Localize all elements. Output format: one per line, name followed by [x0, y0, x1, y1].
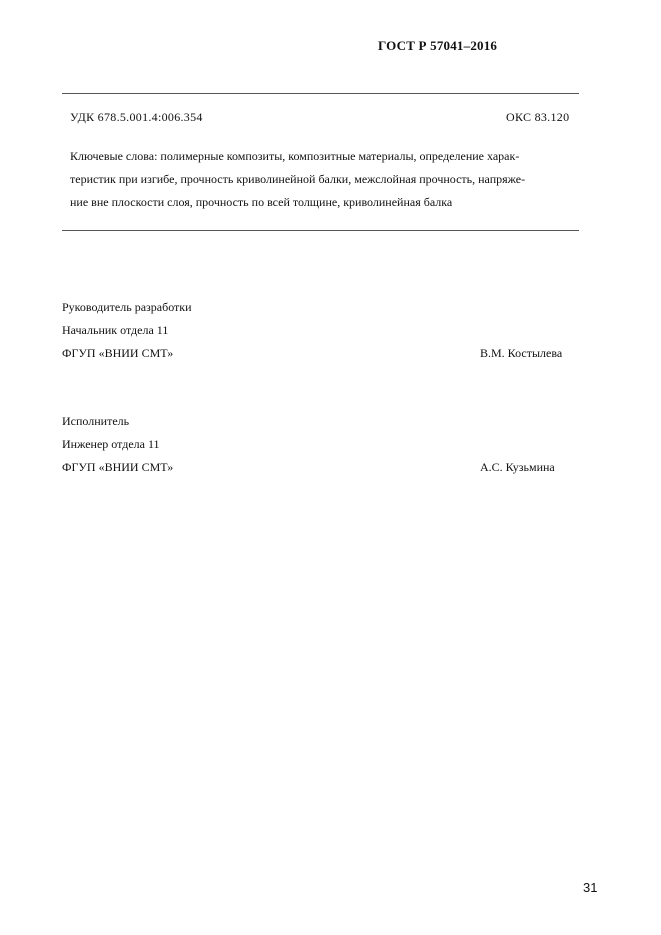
bottom-divider: [62, 230, 579, 231]
keywords-line: Ключевые слова: полимерные композиты, композитные материалы, определение харак-: [70, 149, 520, 163]
signature-block-executor: [62, 410, 173, 479]
keywords-line: ние вне плоскости слоя, прочность по всей толщине, криволинейная балка: [70, 195, 453, 209]
signature-name-executor: А.С. Кузьмина: [480, 460, 555, 474]
top-divider: [62, 93, 579, 94]
udk-code: УДК 678.5.001.4:006.354: [70, 110, 203, 124]
signature-organization: ФГУП «ВНИИ СМТ»: [62, 346, 174, 360]
standard-header: ГОСТ Р 57041–2016: [378, 38, 498, 53]
page-number: 31: [583, 880, 598, 895]
keywords-line: теристик при изгибе, прочность криволинейной балки, межслойная прочность, напряже-: [70, 172, 526, 186]
signature-role: Руководитель разработки: [62, 300, 192, 314]
signature-position: Инженер отдела 11: [62, 437, 160, 451]
signature-block-lead: [62, 296, 192, 365]
signature-organization: ФГУП «ВНИИ СМТ»: [62, 460, 174, 474]
oks-code: ОКС 83.120: [506, 110, 570, 124]
signature-role: Исполнитель: [62, 414, 130, 428]
keywords-paragraph: [70, 145, 574, 214]
signature-name-lead: В.М. Костылева: [480, 346, 563, 360]
signature-position: Начальник отдела 11: [62, 323, 169, 337]
